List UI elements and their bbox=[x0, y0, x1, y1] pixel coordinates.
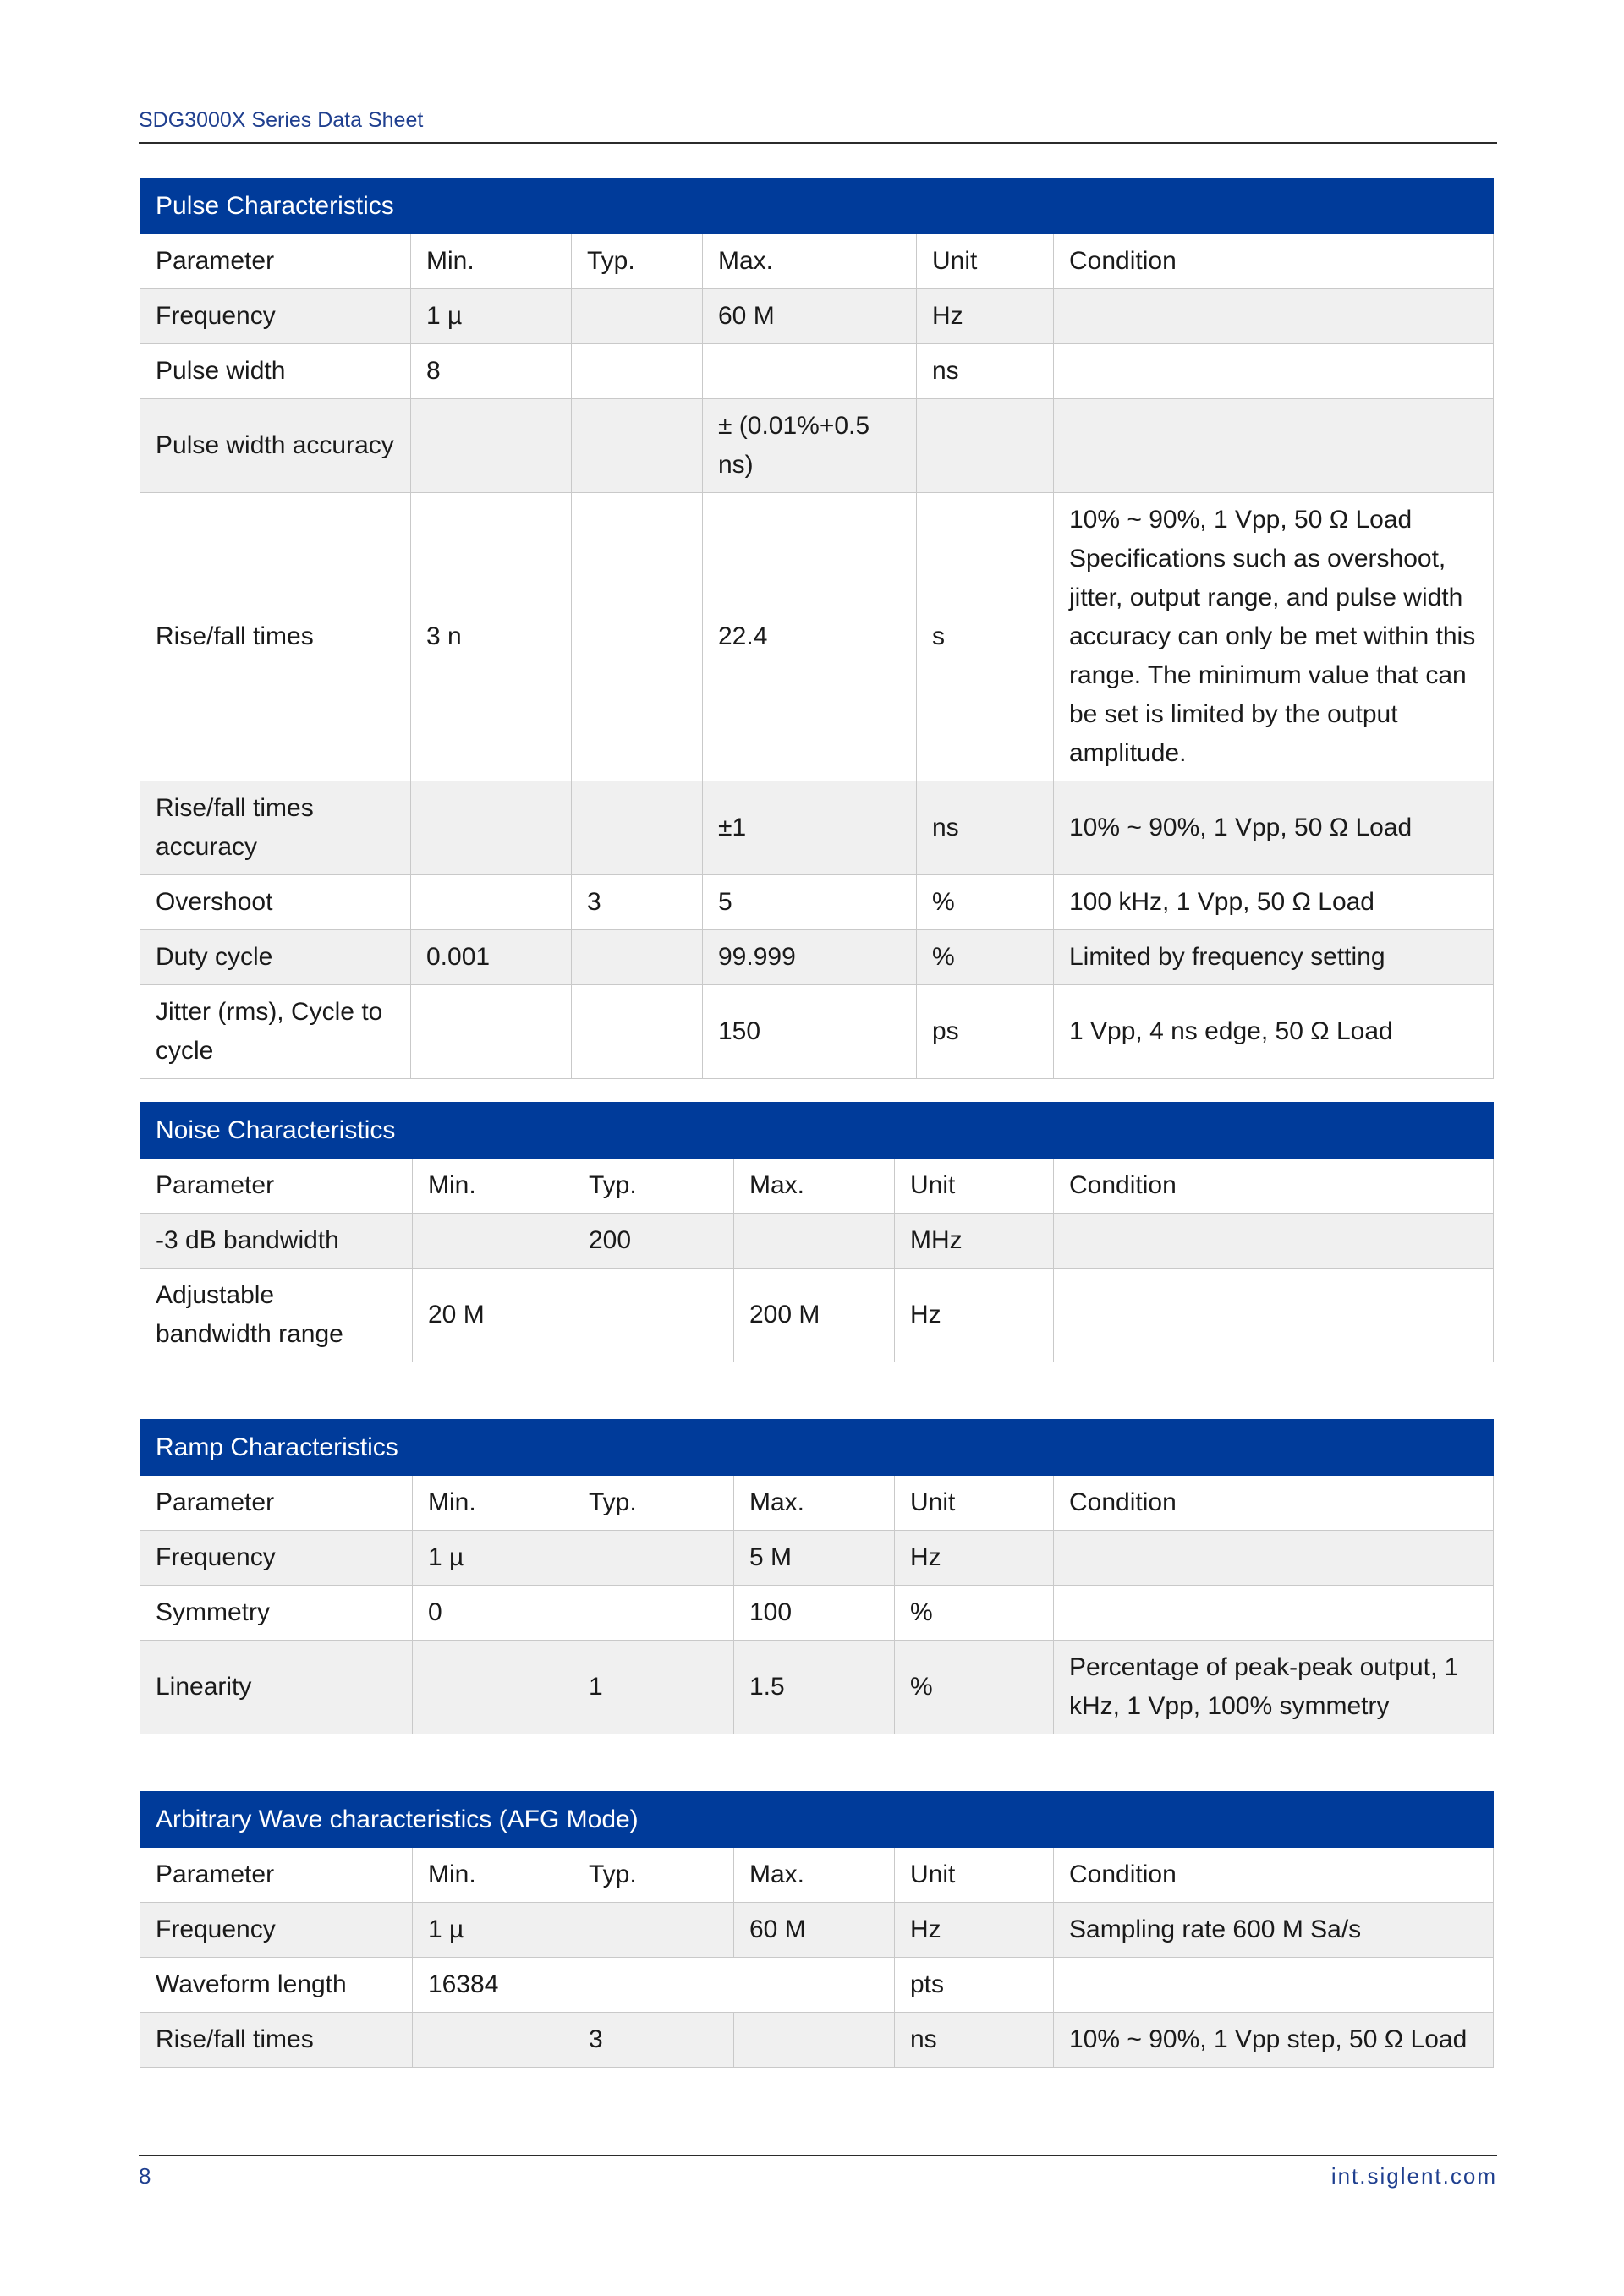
cell-condition bbox=[1054, 344, 1494, 399]
col-parameter: Parameter bbox=[140, 1159, 413, 1214]
col-max: Max. bbox=[734, 1848, 895, 1903]
cell-typ bbox=[573, 1586, 734, 1641]
col-unit: Unit bbox=[895, 1476, 1054, 1531]
cell-condition: Sampling rate 600 M Sa/s bbox=[1054, 1903, 1494, 1958]
col-min: Min. bbox=[413, 1848, 573, 1903]
col-typ: Typ. bbox=[572, 234, 703, 289]
cell-parameter: Symmetry bbox=[140, 1586, 413, 1641]
col-condition: Condition bbox=[1054, 234, 1494, 289]
page-header bbox=[139, 108, 1497, 144]
cell-max: 60 M bbox=[703, 289, 917, 344]
cell-typ bbox=[572, 930, 703, 985]
cell-typ bbox=[572, 289, 703, 344]
col-max: Max. bbox=[734, 1159, 895, 1214]
cell-parameter: Overshoot bbox=[140, 875, 411, 930]
table-row bbox=[140, 1903, 1494, 1958]
cell-max: 1.5 bbox=[734, 1641, 895, 1734]
cell-typ: 200 bbox=[573, 1214, 734, 1269]
cell-max: 100 bbox=[734, 1586, 895, 1641]
website-link[interactable]: int.siglent.com bbox=[1330, 2163, 1497, 2189]
table-row bbox=[140, 399, 1494, 493]
cell-condition bbox=[1054, 289, 1494, 344]
cell-min bbox=[413, 2013, 573, 2068]
table-row bbox=[140, 1641, 1494, 1734]
column-header-row bbox=[140, 1848, 1494, 1903]
arbitrary-wave-characteristics-table bbox=[140, 1791, 1494, 2068]
cell-unit: % bbox=[895, 1586, 1054, 1641]
cell-parameter: Rise/fall times accuracy bbox=[140, 781, 411, 875]
cell-parameter: Frequency bbox=[140, 1531, 413, 1586]
cell-min: 8 bbox=[411, 344, 572, 399]
cell-unit: MHz bbox=[895, 1214, 1054, 1269]
column-header-row bbox=[140, 1159, 1494, 1214]
cell-min bbox=[411, 875, 572, 930]
cell-typ: 1 bbox=[573, 1641, 734, 1734]
col-min: Min. bbox=[411, 234, 572, 289]
cell-parameter: Adjustable bandwidth range bbox=[140, 1269, 413, 1362]
cell-typ bbox=[573, 1531, 734, 1586]
document-title: SDG3000X Series Data Sheet bbox=[139, 108, 424, 132]
cell-condition bbox=[1054, 1586, 1494, 1641]
cell-condition: 1 Vpp, 4 ns edge, 50 Ω Load bbox=[1054, 985, 1494, 1079]
cell-typ bbox=[572, 344, 703, 399]
cell-unit: ns bbox=[895, 2013, 1054, 2068]
col-typ: Typ. bbox=[573, 1848, 734, 1903]
cell-max: 22.4 bbox=[703, 493, 917, 781]
cell-max: 150 bbox=[703, 985, 917, 1079]
cell-unit: ps bbox=[917, 985, 1054, 1079]
cell-min: 0 bbox=[413, 1586, 573, 1641]
cell-parameter: -3 dB bandwidth bbox=[140, 1214, 413, 1269]
cell-typ bbox=[572, 985, 703, 1079]
cell-condition bbox=[1054, 1531, 1494, 1586]
col-unit: Unit bbox=[895, 1159, 1054, 1214]
cell-condition: 10% ~ 90%, 1 Vpp, 50 Ω Load Specifications such as overshoot, jitter, output range, and pulse width accuracy can only be met within this range. The minimum value that can be set is limited by the output amplitude. bbox=[1054, 493, 1494, 781]
cell-max bbox=[734, 1214, 895, 1269]
cell-typ bbox=[572, 493, 703, 781]
col-typ: Typ. bbox=[573, 1476, 734, 1531]
cell-min bbox=[411, 985, 572, 1079]
ramp-characteristics-table bbox=[140, 1419, 1494, 1734]
cell-unit: % bbox=[917, 875, 1054, 930]
cell-min: 3 n bbox=[411, 493, 572, 781]
table-title: Arbitrary Wave characteristics (AFG Mode) bbox=[140, 1792, 1494, 1848]
cell-parameter: Frequency bbox=[140, 1903, 413, 1958]
cell-parameter: Duty cycle bbox=[140, 930, 411, 985]
cell-min-max-merged: 16384 bbox=[413, 1958, 895, 2013]
table-row bbox=[140, 344, 1494, 399]
table-title: Ramp Characteristics bbox=[140, 1420, 1494, 1476]
cell-unit: ns bbox=[917, 344, 1054, 399]
cell-parameter: Rise/fall times bbox=[140, 493, 411, 781]
table-row bbox=[140, 2013, 1494, 2068]
cell-min bbox=[413, 1641, 573, 1734]
cell-max: ±1 bbox=[703, 781, 917, 875]
table-row bbox=[140, 493, 1494, 781]
cell-max: ± (0.01%+0.5 ns) bbox=[703, 399, 917, 493]
cell-condition: 10% ~ 90%, 1 Vpp, 50 Ω Load bbox=[1054, 781, 1494, 875]
cell-condition: 10% ~ 90%, 1 Vpp step, 50 Ω Load bbox=[1054, 2013, 1494, 2068]
table-row bbox=[140, 1269, 1494, 1362]
col-parameter: Parameter bbox=[140, 234, 411, 289]
table-row bbox=[140, 1214, 1494, 1269]
cell-unit: pts bbox=[895, 1958, 1054, 2013]
cell-min bbox=[411, 781, 572, 875]
noise-characteristics-table bbox=[140, 1102, 1494, 1362]
col-max: Max. bbox=[734, 1476, 895, 1531]
cell-min bbox=[413, 1214, 573, 1269]
cell-condition bbox=[1054, 1269, 1494, 1362]
cell-min: 1 µ bbox=[411, 289, 572, 344]
cell-condition: Percentage of peak-peak output, 1 kHz, 1 Vpp, 100% symmetry bbox=[1054, 1641, 1494, 1734]
cell-unit: ns bbox=[917, 781, 1054, 875]
cell-max bbox=[734, 2013, 895, 2068]
col-parameter: Parameter bbox=[140, 1476, 413, 1531]
table-row bbox=[140, 875, 1494, 930]
pulse-characteristics-table bbox=[140, 178, 1494, 1079]
cell-condition bbox=[1054, 1214, 1494, 1269]
page-footer bbox=[139, 2155, 1497, 2190]
col-max: Max. bbox=[703, 234, 917, 289]
cell-max: 99.999 bbox=[703, 930, 917, 985]
cell-parameter: Frequency bbox=[140, 289, 411, 344]
cell-condition: 100 kHz, 1 Vpp, 50 Ω Load bbox=[1054, 875, 1494, 930]
cell-unit: % bbox=[895, 1641, 1054, 1734]
cell-parameter: Linearity bbox=[140, 1641, 413, 1734]
col-unit: Unit bbox=[917, 234, 1054, 289]
cell-typ bbox=[573, 1903, 734, 1958]
col-condition: Condition bbox=[1054, 1476, 1494, 1531]
table-row bbox=[140, 781, 1494, 875]
table-row bbox=[140, 1958, 1494, 2013]
column-header-row bbox=[140, 1476, 1494, 1531]
cell-unit: Hz bbox=[895, 1531, 1054, 1586]
cell-min: 1 µ bbox=[413, 1903, 573, 1958]
cell-max: 200 M bbox=[734, 1269, 895, 1362]
table-row bbox=[140, 289, 1494, 344]
col-min: Min. bbox=[413, 1476, 573, 1531]
cell-unit: s bbox=[917, 493, 1054, 781]
col-condition: Condition bbox=[1054, 1848, 1494, 1903]
cell-condition bbox=[1054, 1958, 1494, 2013]
cell-condition bbox=[1054, 399, 1494, 493]
cell-typ bbox=[572, 781, 703, 875]
cell-min: 0.001 bbox=[411, 930, 572, 985]
cell-max: 5 M bbox=[734, 1531, 895, 1586]
col-parameter: Parameter bbox=[140, 1848, 413, 1903]
cell-max: 60 M bbox=[734, 1903, 895, 1958]
column-header-row bbox=[140, 234, 1494, 289]
cell-parameter: Waveform length bbox=[140, 1958, 413, 2013]
cell-unit: Hz bbox=[917, 289, 1054, 344]
cell-max: 5 bbox=[703, 875, 917, 930]
cell-parameter: Jitter (rms), Cycle to cycle bbox=[140, 985, 411, 1079]
cell-unit: Hz bbox=[895, 1269, 1054, 1362]
col-typ: Typ. bbox=[573, 1159, 734, 1214]
cell-typ bbox=[573, 1269, 734, 1362]
cell-unit: Hz bbox=[895, 1903, 1054, 1958]
table-title: Pulse Characteristics bbox=[140, 178, 1494, 234]
cell-min: 1 µ bbox=[413, 1531, 573, 1586]
page-number: 8 bbox=[139, 2163, 151, 2189]
cell-min: 20 M bbox=[413, 1269, 573, 1362]
table-row bbox=[140, 985, 1494, 1079]
cell-typ: 3 bbox=[573, 2013, 734, 2068]
cell-unit bbox=[917, 399, 1054, 493]
cell-typ: 3 bbox=[572, 875, 703, 930]
cell-unit: % bbox=[917, 930, 1054, 985]
table-row bbox=[140, 1586, 1494, 1641]
col-unit: Unit bbox=[895, 1848, 1054, 1903]
table-row bbox=[140, 1531, 1494, 1586]
table-row bbox=[140, 930, 1494, 985]
cell-min bbox=[411, 399, 572, 493]
cell-condition: Limited by frequency setting bbox=[1054, 930, 1494, 985]
cell-parameter: Rise/fall times bbox=[140, 2013, 413, 2068]
cell-max bbox=[703, 344, 917, 399]
col-condition: Condition bbox=[1054, 1159, 1494, 1214]
cell-typ bbox=[572, 399, 703, 493]
cell-parameter: Pulse width accuracy bbox=[140, 399, 411, 493]
table-title: Noise Characteristics bbox=[140, 1103, 1494, 1159]
col-min: Min. bbox=[413, 1159, 573, 1214]
cell-parameter: Pulse width bbox=[140, 344, 411, 399]
